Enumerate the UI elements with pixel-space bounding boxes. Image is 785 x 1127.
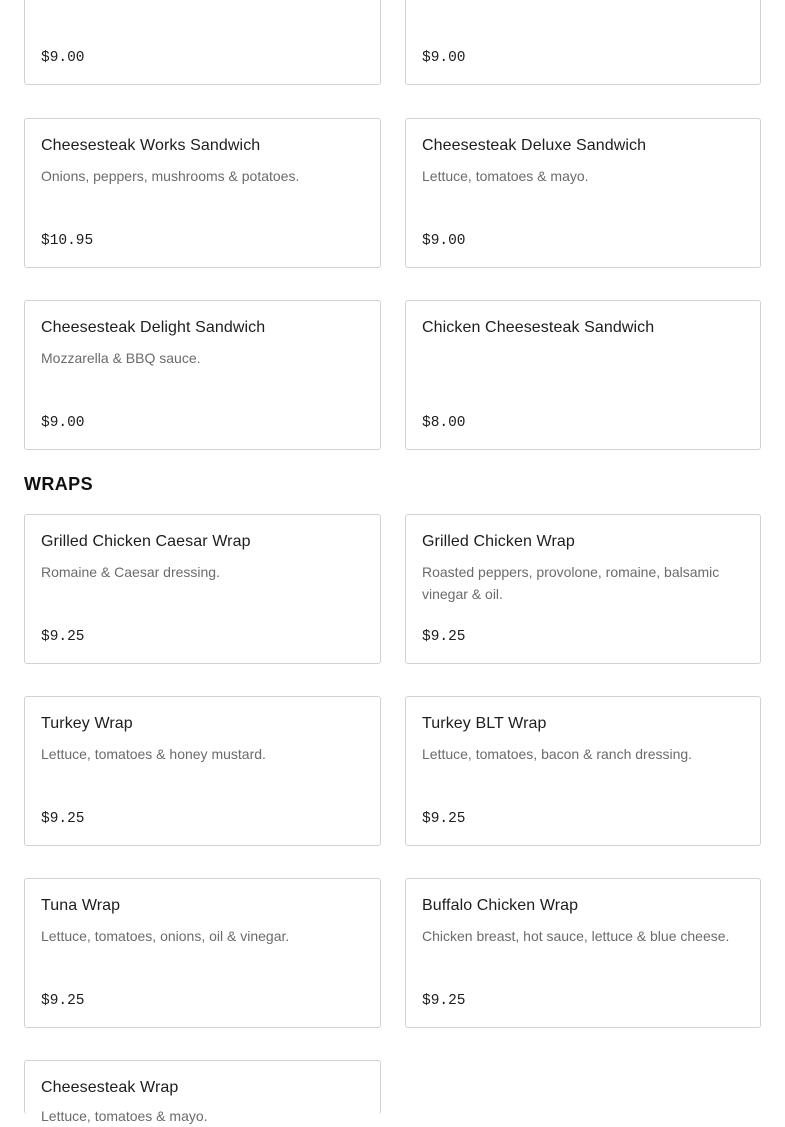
item-description: Chicken breast, hot sauce, lettuce & blue cheese. — [422, 928, 730, 944]
menu-item-card[interactable] — [24, 514, 381, 664]
item-name: Turkey Wrap — [41, 715, 133, 732]
item-name: Grilled Chicken Wrap — [422, 533, 575, 550]
item-description: Onions, peppers, mushrooms & potatoes. — [41, 168, 300, 184]
item-name: Buffalo Chicken Wrap — [422, 897, 579, 914]
menu-item-card[interactable] — [405, 878, 761, 1028]
item-description: Mozzarella & BBQ sauce. — [41, 350, 201, 366]
item-name: Cheesesteak Wrap — [41, 1079, 179, 1096]
menu-item-card[interactable] — [405, 514, 761, 664]
item-name: Chicken Cheesesteak Sandwich — [422, 319, 655, 336]
item-price: $9.00 — [422, 233, 466, 249]
item-price: $9.25 — [422, 993, 466, 1009]
item-price: $9.25 — [41, 993, 85, 1009]
item-name: Cheesesteak Delight Sandwich — [41, 319, 266, 336]
item-price: $9.25 — [422, 811, 466, 827]
menu-item-card[interactable] — [24, 696, 381, 846]
menu-item-card[interactable] — [24, 0, 381, 85]
item-description: Lettuce, tomatoes & honey mustard. — [41, 746, 266, 762]
menu-item-card[interactable] — [24, 878, 381, 1028]
item-description: Lettuce, tomatoes, onions, oil & vinegar. — [41, 928, 290, 944]
menu-item-card[interactable] — [405, 118, 761, 268]
menu-item-card[interactable] — [24, 1060, 381, 1124]
item-description: Roasted peppers, provolone, romaine, balsamic vinegar & oil. — [422, 564, 720, 602]
item-price: $9.00 — [41, 50, 85, 66]
item-description: Lettuce, tomatoes & mayo. — [422, 168, 589, 184]
item-name: Cheesesteak Works Sandwich — [41, 137, 261, 154]
menu-item-card[interactable] — [405, 300, 761, 450]
menu-item-card[interactable] — [24, 300, 381, 450]
item-name: Grilled Chicken Caesar Wrap — [41, 533, 251, 550]
item-price: $9.25 — [41, 629, 85, 645]
item-name: Turkey BLT Wrap — [422, 715, 547, 732]
item-name: Tuna Wrap — [41, 897, 121, 914]
item-price: $10.95 — [41, 233, 94, 249]
item-name: Cheesesteak Deluxe Sandwich — [422, 137, 647, 154]
item-price: $9.00 — [422, 50, 466, 66]
menu-item-card[interactable] — [24, 118, 381, 268]
item-price: $9.00 — [41, 415, 85, 431]
item-description: Lettuce, tomatoes & mayo. — [41, 1108, 208, 1124]
section-title-wraps: WRAPS — [24, 474, 93, 494]
item-description: Romaine & Caesar dressing. — [41, 564, 220, 580]
item-description: Lettuce, tomatoes, bacon & ranch dressing. — [422, 746, 693, 762]
item-price: $9.25 — [422, 629, 466, 645]
menu-item-card[interactable] — [405, 0, 761, 85]
item-price: $9.25 — [41, 811, 85, 827]
item-price: $8.00 — [422, 415, 466, 431]
menu-item-card[interactable] — [405, 696, 761, 846]
